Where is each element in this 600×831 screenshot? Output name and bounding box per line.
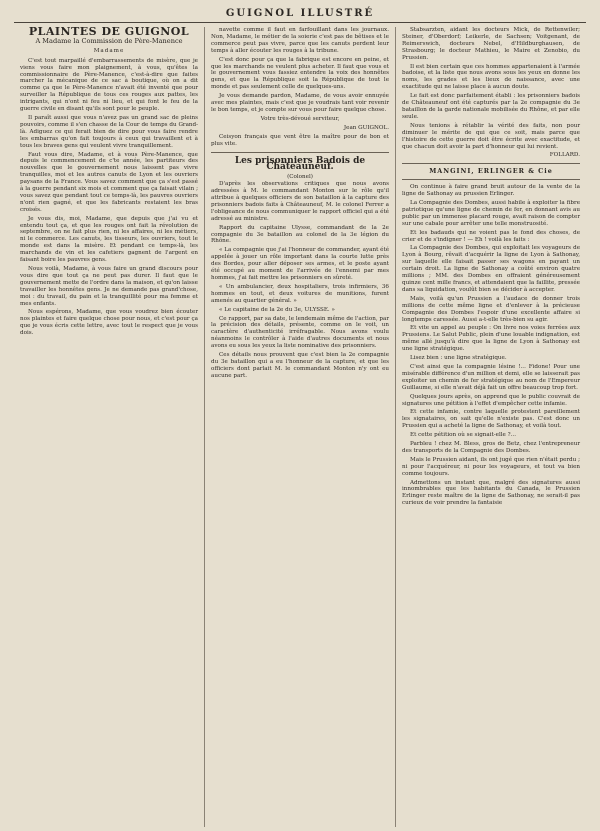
paragraph: C'est donc pour ça que la fabrique est encore en peine, et que les marchands ne veulent plus acheter. Il faut que vous et le gouvernement vous fassiez entendre la voix des honnêtes gens, et que la République soit la République de tout le monde et pas seulement celle de quelques-uns. [211, 56, 389, 91]
article-body-prisonniers-cont [402, 27, 580, 150]
column-3 [395, 27, 586, 827]
masthead: GUIGNOL ILLUSTRÉ [14, 6, 586, 23]
columns [14, 27, 586, 827]
paragraph: Le fait est donc parfaitement établi : les prisonniers badois de Châteauneuf ont été capturés par la 2e compagnie du 3e bataillon de la garde nationale mobilisée du Rhône, et par elle seule. [402, 93, 580, 120]
article-subtitle: A Madame la Commission de Père-Manence [35, 36, 183, 45]
paragraph: Ce rapport, par sa date, le lendemain même de l'action, par la précision des détails, présente, comme on le voit, un caractère d'authenticité irréfragable. Nous avons voulu néanmoins le contrôler à l'aide d'autres documents et nous avons eu sous les yeux la liste nominative des prisonniers. [211, 315, 389, 350]
column-2 [204, 27, 395, 827]
article-byline: (Colonel) [287, 174, 313, 181]
article-title-prisonniers: Les prisonniers Badois de Châteauneuf. [234, 155, 366, 173]
paragraph: La Compagnie des Dombes, aussi habile à exploiter la fibre patriotique qu'une ligne de chemin de fer, en donnant avis au public par un immense placard rouge, avait raison de compter sur une cabale pour arrêter une telle monstruosité. [402, 200, 580, 227]
paragraph: Et les badauds qui ne voient pas le fond des choses, de crier et de s'indigner ! — Eh ! voilà les faits : [402, 229, 580, 243]
article-body-plaintes [20, 58, 198, 337]
paragraph: navette comme il faut en farfouillant dans les journaux. Non, Madame, le métier de la soierie c'est pas de bêtises et le commerce peut pas vivre, parce que les canuts perdent leur temps à aller écouter les rouges à la tribune. [211, 27, 389, 54]
paragraph: Faut vous dire, Madame, et à vous Père-Manence, que depuis le commencement de c'te année, les partiteurs des nouvelles que le gouvernement nous laissent pas vivre tranquilles, moi et les autres canuts de Lyon et les ouvriers paysans de la France. Vous savez comment que ça s'est passé à la guerre pendant six mois et comment que ça faisait vilain ; vous savez que pendant tout ce temps-là, les pauvres ouvriers n'ont rien gagné, et que les fabricants restaient les bras croisés. [20, 151, 198, 213]
paragraph: Mais, voilà qu'un Prussien a l'audace de donner trois millions de cette même ligne et d'enlever à la précieuse Compagnie des Dombes l'espoir d'une excellente affaire si longtemps caressée. Aussi a-t-elle très-bien su agir. [402, 295, 580, 323]
paragraph: Je vous dis, moi, Madame, que depuis que j'ai vu et entendu tout ça, et que les rouges ont fait la révolution de septembre, on ne fait plus rien, ni les affaires, ni les métiers, ni le commerce. Les canuts, les tisseurs, les ouvriers, tout le monde est dans la misère. Et pendant ce temps-là, les marchands de vin et les cafetiers gagnent de l'argent en faisant boire les pauvres gens. [20, 215, 198, 264]
signature-follard: FOLLARD. [549, 152, 580, 159]
paragraph: « La compagnie que j'ai l'honneur de commander, ayant été appelée à jouer un rôle important dans la courte lutte près des Bordes, pour aller déposer ses armes, et le poste ayant été occupé au moment de l'arrivée de l'ennemi par mes hommes, j'ai fait mettre les prisonniers en sûreté. [211, 247, 389, 281]
paragraph: Nous tenions à rétablir la vérité des faits, non pour diminuer le mérite de qui que ce soit, mais parce que l'histoire de cette guerre doit être écrite avec exactitude, et que chacun doit avoir la part d'honneur qui lui revient. [402, 122, 580, 150]
paragraph: Nous voilà, Madame, à vous faire un grand discours pour vous dire que tout ça ne peut pas durer. Il faut que le gouvernement mette de l'ordre dans la maison, et qu'on laisse travailler les honnêtes gens. Je ne demande pas grand'chose, moi : du travail, du pain et la tranquillité pour ma femme et mes enfants. [20, 266, 198, 307]
article-body-prisonniers [211, 181, 389, 379]
paragraph: On continue à faire grand bruit autour de la vente de la ligne de Sathonay au prussien Erlinger. [402, 184, 580, 198]
paragraph: D'après les observations critiques que nous avons adressées à M. le commandant Monton sur le rôle qu'il attribue à quelques officiers de son bataillon à la capture des prisonniers badois faits à Châteauneuf, M. le colonel Ferrer a l'obligeance de nous communiquer le rapport officiel qui a été adressé au ministre. [211, 181, 389, 222]
paragraph: Nous espérons, Madame, que vous voudrez bien écouter nos plaintes et faire quelque chose pour nous, et c'est pour ça que je vous écris cette lettre, avec tout le respect que je vous dois. [20, 309, 198, 337]
paragraph: Parbleu ! chez M. Bless, gros de Betz, chez l'entrepreneur des transports de la Compagnie des Dombes. [402, 441, 580, 454]
editor-note: Ceisyon français que vent être la maître pour de bon et plus vite. [211, 133, 389, 147]
article-body-mangini [402, 184, 580, 507]
paragraph: Il est bien certain que ces hommes appartenaient à l'armée badoise, et la liste que nous avons sous les yeux en donne les noms, les grades et les lieux de naissance, avec une exactitude qui ne laisse place à aucun doute. [402, 63, 580, 91]
article-title-mangini: MANGINI, ERLINGER & Cie [429, 167, 553, 176]
paragraph: « Un ambulancier, deux hospitaliers, trois infirmiers, 36 hommes en tout, et deux voitures de munitions, furent amenés au quartier général. » [211, 283, 389, 304]
closing-line: Votre très-dévoué serviteur, [260, 115, 340, 122]
paragraph: Il paraît aussi que vous n'avez pas un grand sac de pleins pouvoirs, comme il s'en chasse de la Cour de temps du Grand-là. Adiguez ce qui ferait bien de dire pour vous faire rendre les embarras qu'on fait toujours à ceux qui travaillent et à tous les braves gens qui veulent vivre tranquillement. [20, 114, 198, 149]
paragraph: Lisez bien : une ligne stratégique. [410, 355, 507, 362]
divider [211, 152, 389, 153]
paragraph: Et cette infamie, contre laquelle protestent pareillement les signataires, on sait qu'elle n'existe pas. C'est donc un Prussien qui a acheté la ligne de Sathonay, et voilà tout. [402, 409, 580, 430]
paragraph: Mais le Prussien aidant, ils ont jugé que rien n'était perdu ; ni pour l'acquéreur, ni pour les voyageurs, et tout va bien comme toujours. [402, 456, 580, 477]
divider [402, 163, 580, 164]
article-body-continued [211, 27, 389, 114]
column-1 [14, 27, 204, 827]
paragraph: Stabsarzten, aidant les docteurs Mick, de Rettenwiler; Steiner, d'Oberdorf; Leikerle, de Sachsen; Voitgenant, de Reimerswich, docteurs Nebel, d'Hildburghausen, de Strasbourg; le docteur Mathieu, le Maire et Zenobio, du Prussien. [402, 27, 580, 61]
paragraph: Quelques jours après, on apprend que le public couvrait de signatures une pétition à l'effet d'empêcher cette infamie. [402, 393, 580, 407]
paragraph: Rapport du capitaine Ulysse, commandant de la 2e compagnie du 3e bataillon au colonel de la 3e légion du Rhône. [211, 224, 389, 245]
article-title-plaintes: PLAINTES DE GUIGNOL [28, 27, 190, 38]
paragraph: La Compagnie des Dombes, qui exploitait les voyageurs de Lyon à Bourg, rêvait d'acquérir la ligne de Lyon à Sathonay, sur laquelle elle faisait passer ses wagons en payant un certain droit. La ligne de Sathonay a coûté environ quatre millions ; MM. des Dombes en offraient généreusement quinze cent mille francs, et attendaient que la faillite, pressée dans sa liquidation, voulût bien se décider à accepter. [402, 245, 580, 293]
paragraph: Et cette pétition où se signait-elle ?... [410, 432, 516, 439]
divider [402, 179, 580, 180]
paragraph: Ces détails nous prouvent que c'est bien la 2e compagnie du 3e bataillon qui a eu l'honneur de la capture, et que les officiers dont parlait M. le commandant Monton n'y ont eu aucune part. [211, 352, 389, 379]
paragraph: Admettons un instant que, malgré des signatures aussi innombrables que les habitants du Canada, le Prussien Erlinger reste maître de la ligne de Sathonay, ne serait-il pas curieux de voir prendre la fantaisie [402, 479, 580, 507]
paragraph: Je vous demande pardon, Madame, de vous avoir ennuyée avec mes plaintes, mais c'est que je voudrais tant voir revenir le bon temps, et je compte sur vous pour faire quelque chose. [211, 93, 389, 113]
salutation: Madame [93, 47, 125, 54]
paragraph: C'est tout marpaillé d'embarrassements de misère, que je viens vous faire mon plaignement, à vous, qu'êtes la commissionnaire de Père-Manence, c'est-à-dire que faites marcher la mécanique de ce sac à boutique, où on a dit comme ça que le Père-Manence n'avait été inventé que pour surveiller la République de tous ces rouges aux pattes, les intrigants, qui n'ont ni feu ni lieu, et qui font le feu de la guerre civile en disant qu'ils sont pour le peuple. [20, 57, 198, 113]
paragraph: Et vite un appel au peuple : On livre nos voies ferrées aux Prussiens. Le Salut Public, plein d'une louable indignation, est même allé jusqu'à dire que la ligne de Lyon à Sathonay est une ligne stratégique. [402, 325, 580, 353]
paragraph: « Le capitaine de la 2e du 3e, ULYSSE. » [219, 306, 335, 313]
signature-guignol: Jean GUIGNOL. [343, 124, 389, 131]
paragraph: C'est ainsi que la compagnie lésine !... Fidone! Pour une misérable différence d'un million et demi, elle se laisserait pas exploiter un chemin de fer stratégique au nom de l'Empereur Guillaume, si elle n'avait déjà fait un offre beaucoup trop fort. [402, 363, 580, 391]
